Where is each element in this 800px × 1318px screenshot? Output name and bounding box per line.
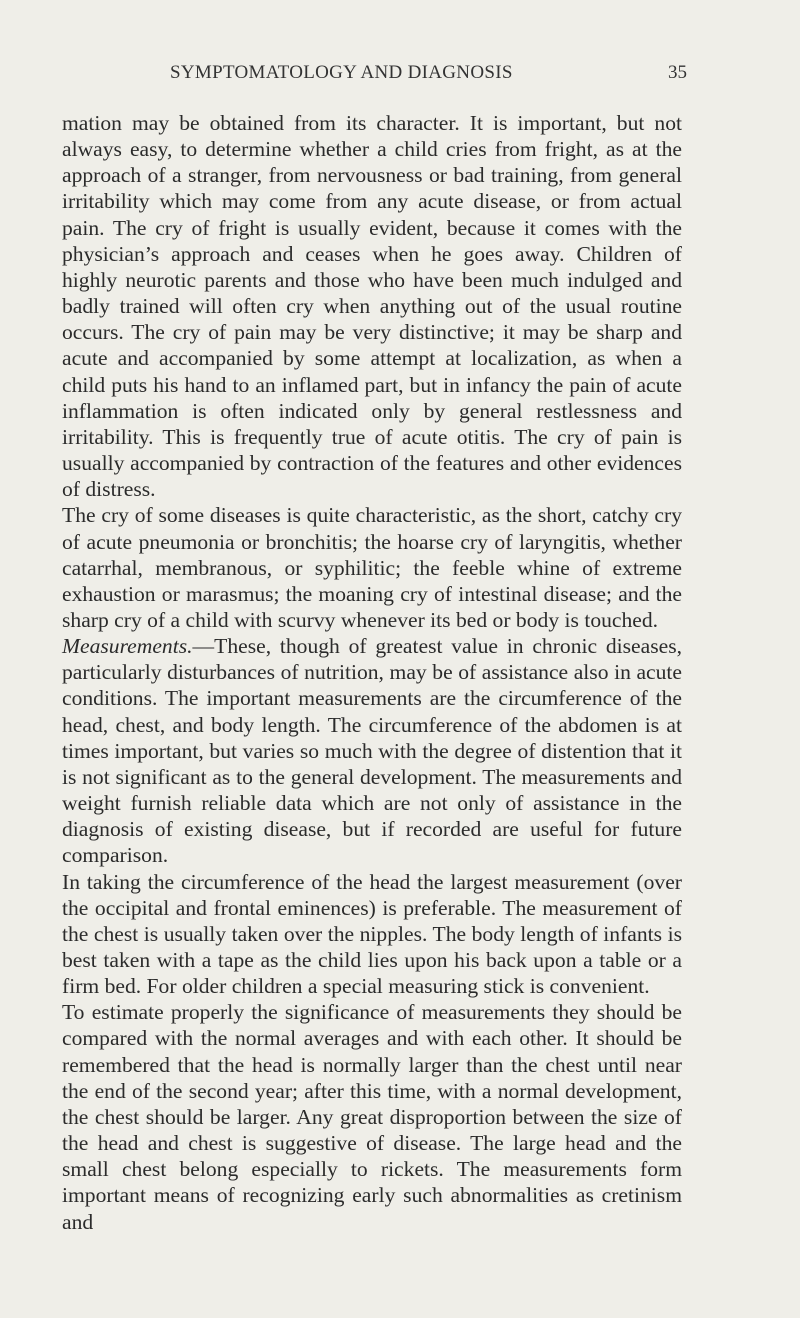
paragraph-estimate-significance: To estimate properly the significance of measurements they should be compared with the normal averages and with each other. It should be remembered that the head is normally larger than the chest until near the end of the second year; after this time, with a normal development, the chest should be larger. Any great disproportion between the size of the head and chest is suggestive of disease. The large head and the small chest belong especially to rickets. The measurements form important means of recognizing early such abnormalities as cretinism and: [62, 1000, 682, 1234]
section-heading-measurements: Measurements.: [62, 634, 193, 659]
page-header: [0, 62, 800, 92]
paragraph-measurements-text: —These, though of greatest value in chronic diseases, particularly disturbances of nutrition, may be of assistance also in acute conditions. The important measurements are the circumference of the head, chest, and body length. The circumference of the abdomen is at times important, but varies so much with the degree of distention that it is not significant as to the general development. The measurements and weight furnish reliable data which are not only of assistance in the diagnosis of existing disease, but if recorded are useful for future comparison.: [62, 634, 682, 868]
paragraph-crying-character: mation may be obtained from its character. It is important, but not always easy, to determine whether a child cries from fright, as at the approach of a stranger, from nervousness or bad training, from general irritability which may come from any acute disease, or from actual pain. The cry of fright is usually evident, because it comes with the physician’s approach and ceases when he goes away. Children of highly neurotic parents and those who have been much indulged and badly trained will often cry when anything out of the usual routine occurs. The cry of pain may be very distinctive; it may be sharp and acute and accompanied by some attempt at localization, as when a child puts his hand to an inflamed part, but in infancy the pain of acute inflammation is often indicated only by general restlessness and irritability. This is frequently true of acute otitis. The cry of pain is usually accompanied by contraction of the features and other evidences of distress.: [62, 111, 682, 502]
paragraph-taking-circumference: In taking the circumference of the head the largest measurement (over the occipital and frontal eminences) is preferable. The measurement of the chest is usually taken over the nipples. The body length of infants is best taken with a tape as the child lies upon his back upon a table or a firm bed. For older children a special measuring stick is convenient.: [62, 869, 682, 999]
paragraph-cry-of-diseases: The cry of some diseases is quite characteristic, as the short, catchy cry of acute pneumonia or bronchitis; the hoarse cry of laryngitis, whether catarrhal, membranous, or syphilitic; the feeble whine of extreme exhaustion or marasmus; the moaning cry of intestinal disease; and the sharp cry of a child with scurvy whenever its bed or body is touched.: [62, 503, 682, 632]
page-number: 35: [668, 62, 687, 83]
body-text: [62, 110, 682, 1235]
paragraph-measurements: [62, 633, 682, 868]
running-title: SYMPTOMATOLOGY AND DIAGNOSIS: [170, 62, 513, 83]
